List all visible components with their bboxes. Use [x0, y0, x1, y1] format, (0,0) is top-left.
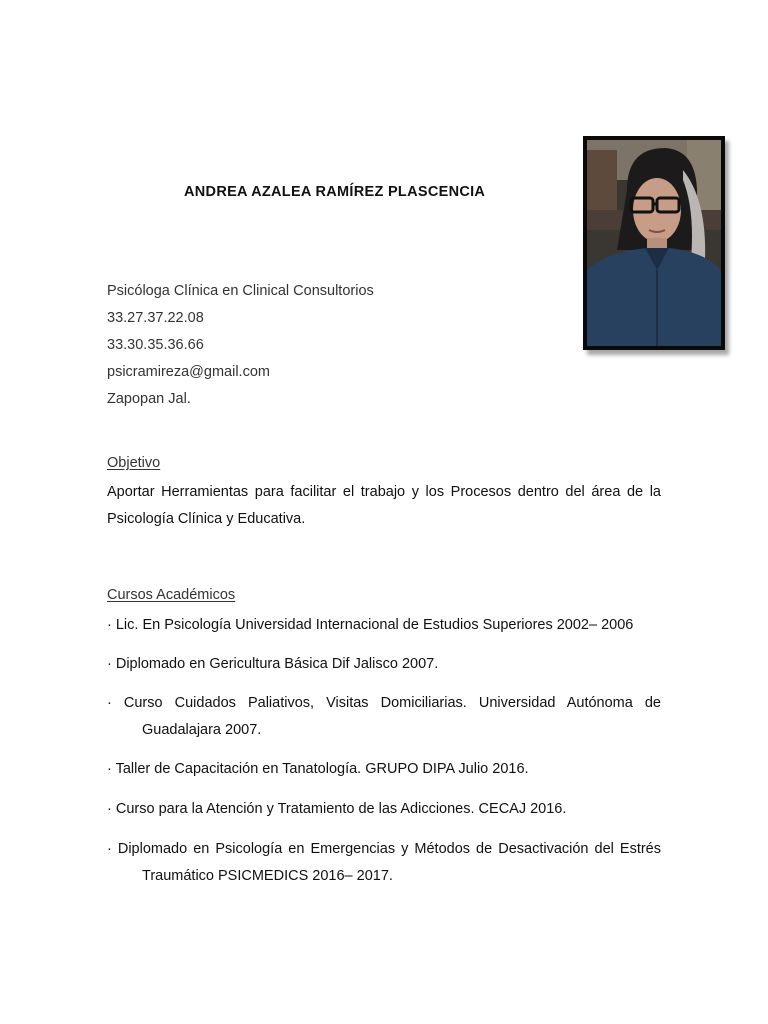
objetivo-line-1: Aportar Herramientas para facilitar el trabajo y los Procesos dentro del área de la — [107, 484, 661, 500]
portrait-photo — [583, 136, 725, 350]
course-item — [107, 690, 661, 744]
course-line: · Taller de Capacitación en Tanatología. GRUPO DIPA Julio 2016. — [107, 761, 529, 777]
objetivo-text — [107, 479, 661, 533]
candidate-name: ANDREA AZALEA RAMÍREZ PLASCENCIA — [184, 184, 486, 200]
phone-number-1: 33.27.37.22.08 — [107, 310, 204, 326]
course-line-continued: Traumático PSICMEDICS 2016– 2017. — [142, 868, 393, 884]
course-line: · Diplomado en Psicología en Emergencias y Métodos de Desactivación del Estrés — [107, 841, 661, 857]
cursos-heading: Cursos Académicos — [107, 587, 236, 603]
course-item — [107, 796, 661, 823]
course-line-continued: Guadalajara 2007. — [142, 722, 262, 738]
contact-info — [107, 281, 374, 416]
email-address[interactable]: psicramireza@gmail.com — [107, 364, 270, 380]
course-item — [107, 651, 661, 678]
professional-title: Psicóloga Clínica en Clinical Consultorios — [107, 283, 374, 299]
objetivo-line-2: Psicología Clínica y Educativa. — [107, 511, 306, 527]
portrait-image-icon — [587, 140, 721, 346]
course-line: · Curso Cuidados Paliativos, Visitas Domiciliarias. Universidad Autónoma de — [107, 695, 661, 711]
objetivo-heading: Objetivo — [107, 455, 161, 471]
course-item — [107, 612, 661, 639]
course-item — [107, 836, 661, 890]
location: Zapopan Jal. — [107, 391, 191, 407]
course-line: · Curso para la Atención y Tratamiento de las Adicciones. CECAJ 2016. — [107, 801, 567, 817]
phone-number-2: 33.30.35.36.66 — [107, 337, 204, 353]
course-line: · Diplomado en Gericultura Básica Dif Jalisco 2007. — [107, 656, 439, 672]
course-item — [107, 756, 661, 783]
course-line: · Lic. En Psicología Universidad Internacional de Estudios Superiores 2002– 2006 — [107, 617, 634, 633]
